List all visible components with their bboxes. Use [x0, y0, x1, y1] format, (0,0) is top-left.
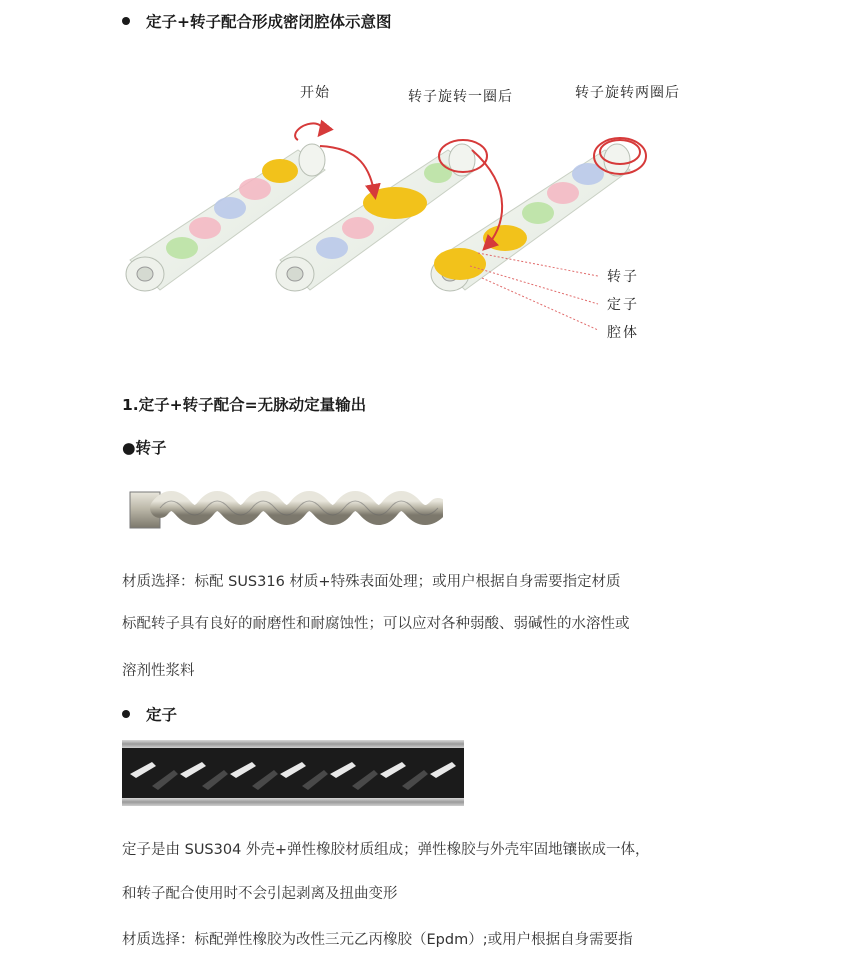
- label-start: 开始: [300, 85, 330, 101]
- label-one-turn: 转子旋转一圈后: [408, 89, 513, 105]
- rotor-image: [128, 488, 443, 534]
- stator-material-line: 材质选择：标配弹性橡胶为改性三元乙丙橡胶（Epdm）;或用户根据自身需要指: [122, 932, 633, 948]
- legend-stator: 定子: [607, 297, 639, 313]
- rotor-material-line: 材质选择：标配 SUS316 材质+特殊表面处理；或用户根据自身需要指定材质: [122, 574, 621, 590]
- legend-rotor: 转子: [607, 269, 639, 285]
- legend-cavity: 腔体: [607, 325, 639, 341]
- stator-heading: 定子: [122, 703, 177, 725]
- transition-arrow-1: [320, 146, 375, 196]
- rotor-property-line: 标配转子具有良好的耐磨性和耐腐蚀性；可以应对各种弱酸、弱碱性的水溶性或: [122, 616, 630, 632]
- stator-rotor-diagram: [120, 68, 720, 341]
- heading-output: 1.定子+转子配合=无脉动定量输出: [122, 396, 367, 414]
- section-title: 定子+转子配合形成密闭腔体示意图: [122, 10, 392, 32]
- stator-image: [122, 740, 464, 806]
- bullet-icon: [122, 17, 130, 25]
- label-two-turns: 转子旋转两圈后: [575, 85, 680, 101]
- stator-composition-line: 定子是由 SUS304 外壳+弹性橡胶材质组成；弹性橡胶与外壳牢固地镶嵌成一体，: [122, 842, 650, 858]
- stator-composition-line-cont: 和转子配合使用时不会引起剥离及扭曲变形: [122, 886, 398, 902]
- rotor-property-line-cont: 溶剂性浆料: [122, 663, 195, 679]
- rotor-heading: ●转子: [122, 439, 167, 457]
- bullet-icon: [122, 710, 130, 718]
